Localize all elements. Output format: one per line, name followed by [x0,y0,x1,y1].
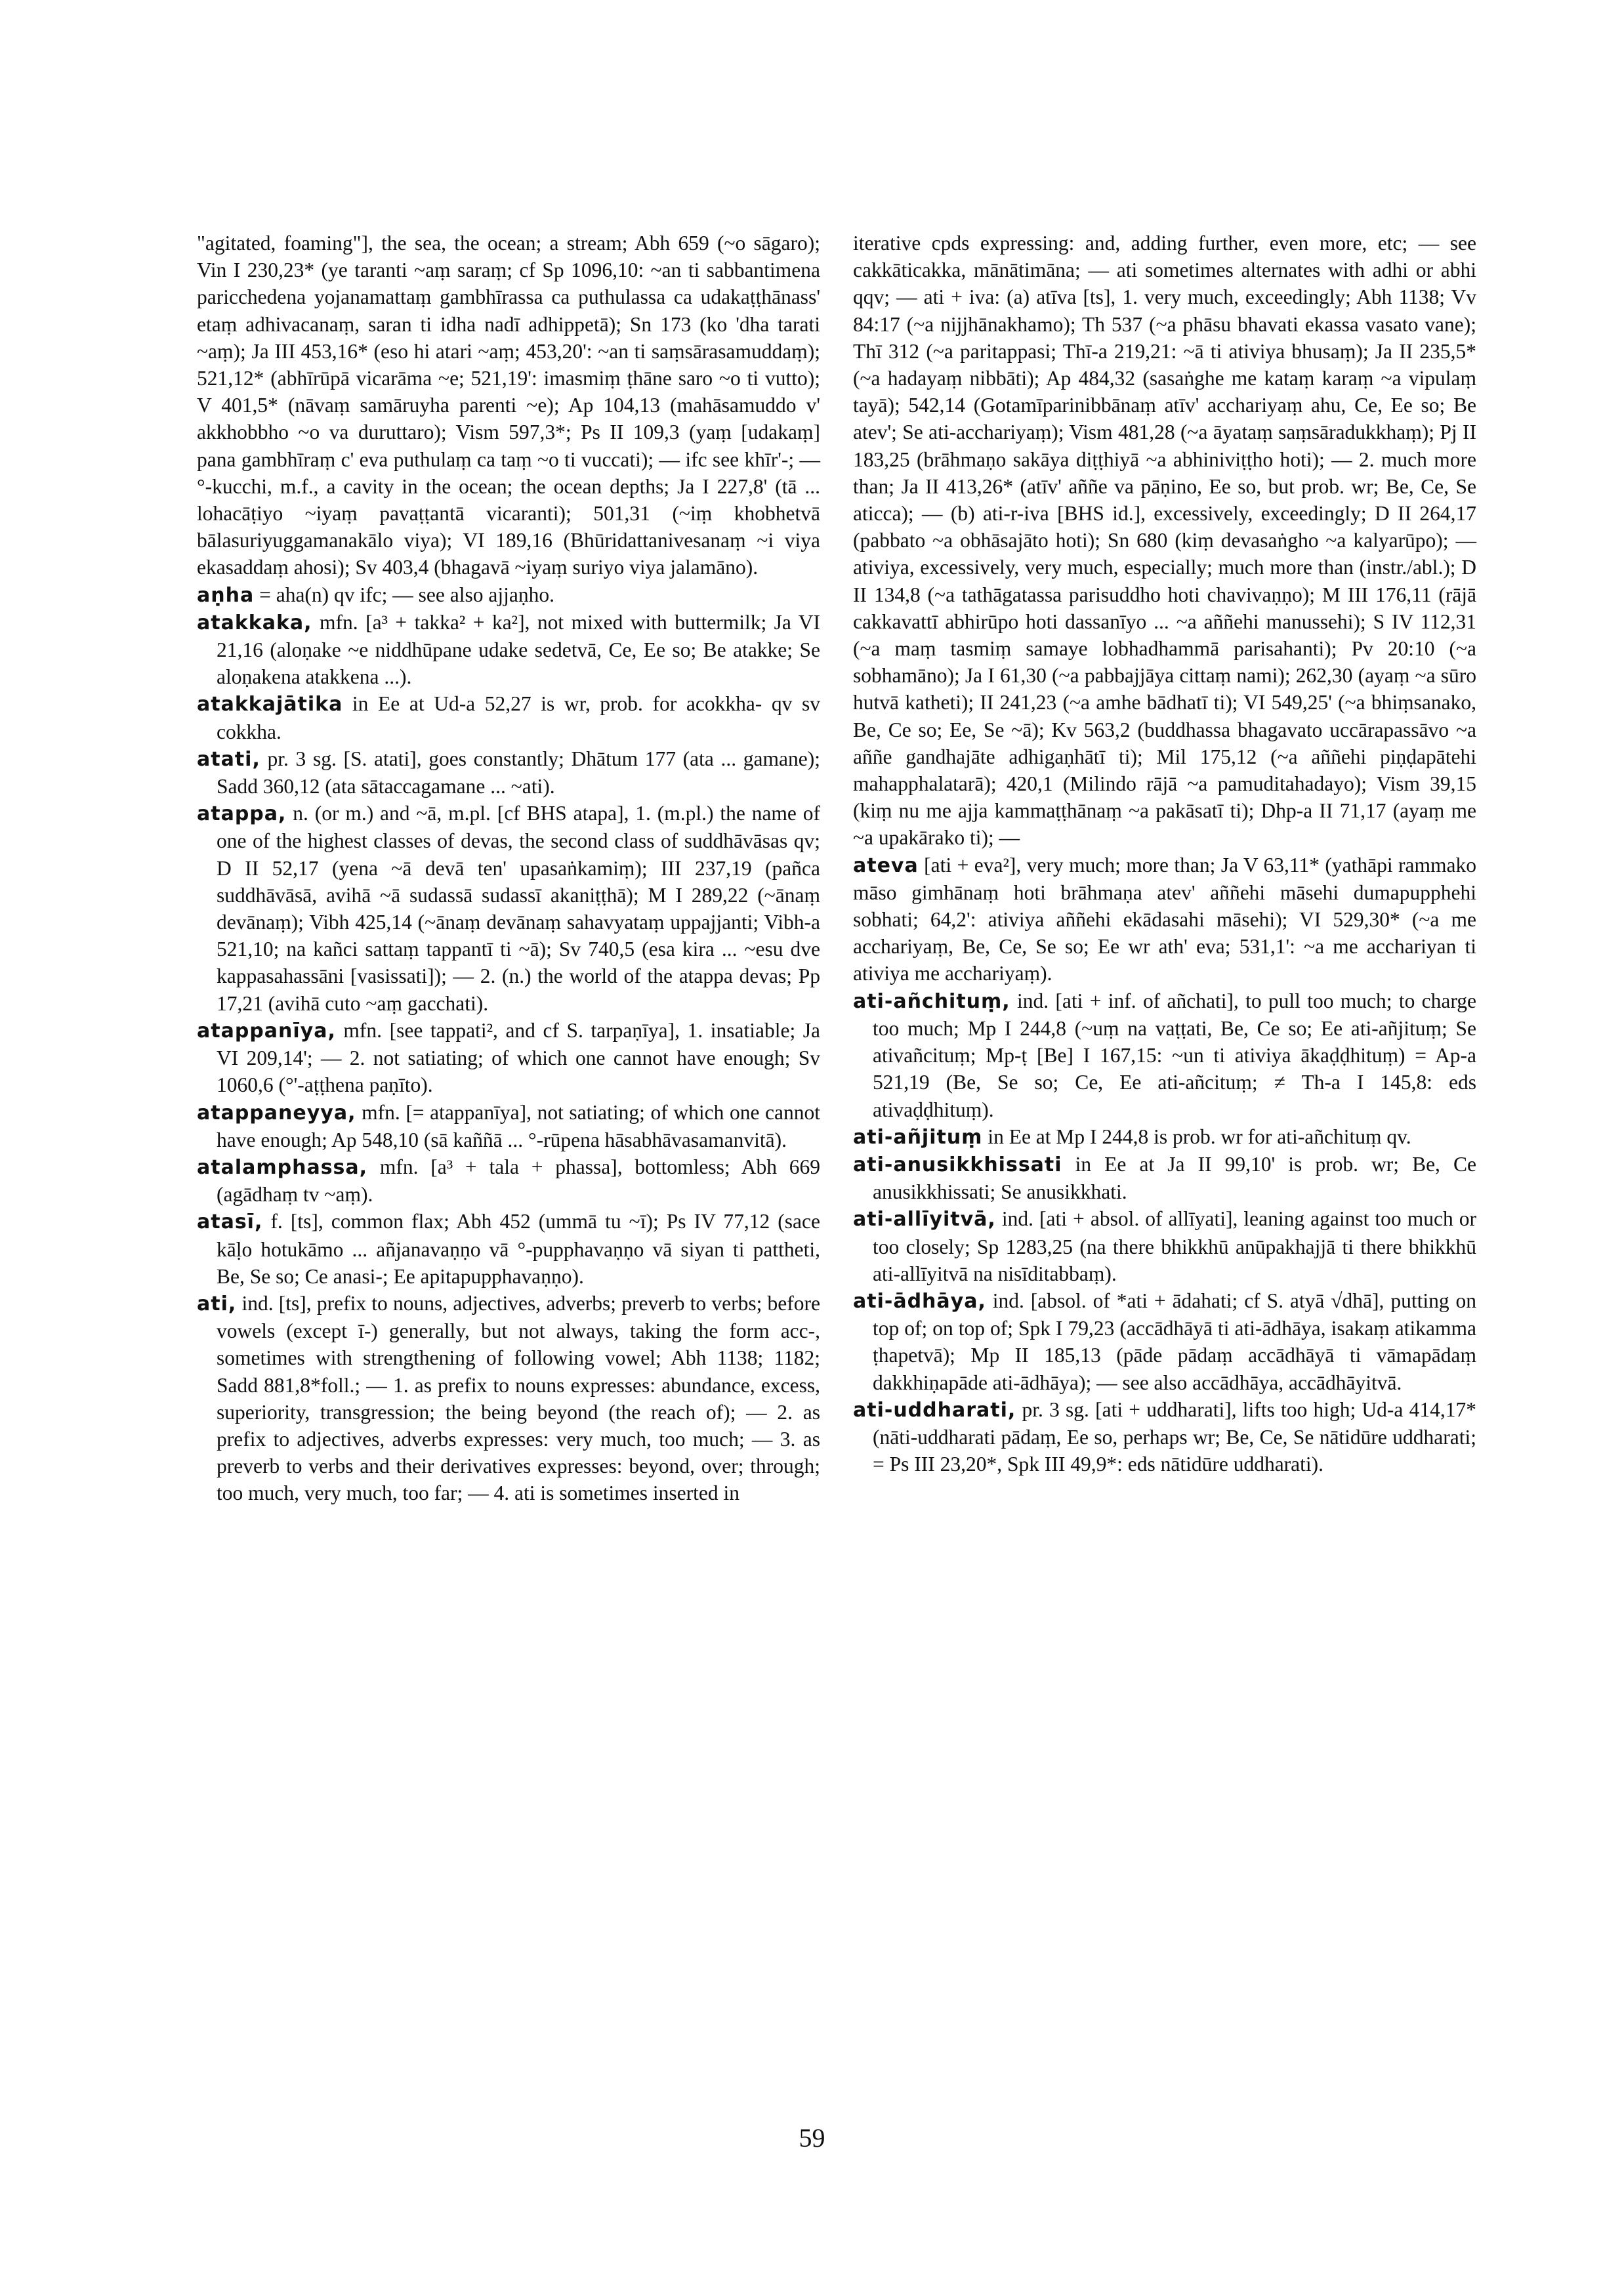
dictionary-entry [853,1123,1476,1151]
dictionary-entry [197,581,820,609]
headword: ati-uddharati, [853,1398,1016,1422]
dictionary-entry [197,800,820,1017]
headword: ati-anusikkhissati [853,1153,1062,1176]
dictionary-entry [197,1153,820,1208]
headword: atalamphassa, [197,1155,368,1179]
headword: ateva [853,854,919,877]
dictionary-entry [853,1396,1476,1478]
entry-text: = aha(n) qv ifc; — see also ajjaṇho. [254,583,554,606]
entry-text: ind. [ati + absol. of allīyati], leaning against too much or too closely; Sp 1283,25 (na there bhikkhū anūpakhajjā ti there bhikkhū ati-allīyitvā na nisīditabbaṃ). [873,1207,1476,1285]
entry-text: in Ee at Ja II 99,10' is prob. wr; Be, Ce anusikkhissati; Se anusikkhati. [873,1152,1476,1204]
page-number: 59 [799,2123,825,2153]
headword: atappaneyya, [197,1101,356,1125]
entry-text: in Ee at Ud-a 52,27 is wr, prob. for acokkha- qv sv cokkha. [217,692,820,743]
entry-continuation [853,230,1476,852]
headword: aṇha [197,583,255,607]
dictionary-entry [197,745,820,800]
headword: ati-añchituṃ, [853,989,1010,1013]
entry-text: ind. [absol. of *ati + ādahati; cf S. atyā √dhā], putting on top of; on top of; Spk I 79,23 (accādhāyā ti ati-ādhāya, isakaṃ atikamma ṭhapetvā); Mp II 185,13 (pāde pādaṃ accādhāyā ti vāmapādaṃ dakkhiṇapāde ati-ādhāya); — see also accādhāya, accādhāyitvā. [873,1289,1476,1394]
entry-text: pr. 3 sg. [ati + uddharati], lifts too high; Ud-a 414,17* (nāti-uddharati pādaṃ, Ee so, perhaps wr; Be, Ce, Se nātidūre uddharati; = Ps III 23,20*, Spk III 49,9*: eds nātidūre uddharati). [873,1397,1476,1476]
entry-text: in Ee at Mp I 244,8 is prob. wr for ati-añchituṃ qv. [982,1125,1411,1148]
dictionary-entry [197,1208,820,1290]
left-column [197,230,820,1507]
entry-text: f. [ts], common flax; Abh 452 (ummā tu ~ī); Ps IV 77,12 (sace kāḷo hotukāmo ... añjanavaṇṇo vā °-pupphavaṇṇo vā siyan ti pattheti, Be, Se so; Ce anasi-; Ee apitapupphavaṇṇo). [217,1210,820,1288]
headword: atasī, [197,1210,263,1234]
entry-text: ind. [ati + inf. of añchati], to pull too much; to charge too much; Mp I 244,8 (~uṃ na vaṭṭati, Be, Ce so; Ee ati-añjituṃ; Se ativañcituṃ; Mp-ṭ [Be] I 167,15: ~un ti ativiya ākaḍḍhituṃ) = Ap-a 521,19 (Be, Se so; Ce, Ee ati-añcituṃ; ≠ Th-a I 145,8: eds ativaḍḍhituṃ). [873,989,1476,1121]
headword: atakkajātika [197,693,343,716]
dictionary-entry [197,1017,820,1099]
entry-continuation [197,230,820,581]
dictionary-entry [197,1290,820,1507]
headword: atappa, [197,802,287,826]
entry-text: mfn. [= atappanīya], not satiating; of which one cannot have enough; Ap 548,10 (sā kaññā ... °-rūpena hāsabhāvasamanvitā). [217,1100,820,1151]
entry-text: pr. 3 sg. [S. atati], goes constantly; Dhātum 177 (ata ... gamane); Sadd 360,12 (ata sātaccagamane ... ~ati). [217,747,820,798]
entry-text: ind. [ts], prefix to nouns, adjectives, adverbs; preverb to verbs; before vowels (except ī-) generally, but not always, taking the form acc-, sometimes with strengthening of following vowel; Abh 1138; 1182; Sadd 881,8*foll.; — 1. as prefix to nouns expresses: abundance, excess, superiority, transgression; the being beyond (the reach of); — 2. as prefix to adjectives, adverbs expresses: very much, too much; — 3. as preverb to verbs and their derivatives expresses: beyond, over; through; too much, very much, too far; — 4. ati is sometimes inserted in [217,1291,820,1505]
entry-text: mfn. [see tappati², and cf S. tarpaṇīya], 1. insatiable; Ja VI 209,14'; — 2. not satiating; of which one cannot have enough; Sv 1060,6 (°'-aṭṭhena paṇīto). [217,1018,820,1097]
entry-continuation [853,852,1476,987]
dictionary-entry [197,1099,820,1153]
entry-text: mfn. [a³ + takka² + ka²], not mixed with buttermilk; Ja VI 21,16 (aloṇake ~e niddhūpane udake sedetvā, Ce, Ee so; Be atakke; Se aloṇakena atakkena ...). [217,610,820,689]
headword: ati-allīyitvā, [853,1208,996,1231]
right-column [853,230,1476,1478]
headword: atakkaka, [197,611,312,634]
dictionary-entry [197,690,820,745]
headword: atati, [197,747,260,771]
dictionary-entry [853,1287,1476,1396]
dictionary-entry [853,1205,1476,1287]
headword: ati-ādhāya, [853,1289,986,1313]
entry-text: iterative cpds expressing: and, adding further, even more, etc; — see cakkāticakka, mānātimāna; — ati sometimes alternates with adhi or abhi qqv; — ati + iva: (a) atīva [ts], 1. very much, exceedingly; Abh 1138; Vv 84:17 (~a nijjhānakhamo); Th 537 (~a phāsu bhavati ekassa vasato vane); Thī 312 (~a paritappasi; Thī-a 219,21: ~ā ti ativiya bhusaṃ); Ja II 235,5* (~a hadayaṃ nibbāti); Ap 484,32 (sasaṅghe me kataṃ karaṃ ~a vipulaṃ tayā); 542,14 (Gotamīparinibbānaṃ atīv' acchariyaṃ ahu, Ce, Ee so; Be atev'; Se ati-acchariyaṃ); Vism 481,28 (~a āyataṃ saṃsāradukkhaṃ); Pj II 183,25 (brāhmaṇo sakāya diṭṭhiyā ~a abhiniviṭṭho hoti); — 2. much more than; Ja II 413,26* (atīv' aññe va pāṇino, Ee so, but prob. wr; Be, Ce, Se aticca); — (b) ati-r-iva [BHS id.], excessively, exceedingly; D II 264,17 (pabbato ~a obhāsajāto hoti); Sn 680 (kiṃ devasaṅgho ~a kalyarūpo); — ativiya, excessively, very much, especially; much more than (instr./abl.); D II 134,8 (~a tathāgatassa parisuddho hoti chavivaṇṇo); M III 176,11 (rājā cakkavattī abhirūpo hoti dassanīyo ... ~a aññehi manussehi); S IV 112,31 (~a maṃ tasmiṃ samaye lobhadhammā parisahanti); Pv 20:10 (~a sobhamāno); Ja I 61,30 (~a pabbajjāya cittaṃ nami); 262,30 (ayaṃ ~a sūro hutvā katheti); II 241,23 (~a amhe bādhatī ti); VI 549,25' (~a bhiṃsanako, Be, Ce so; Ee, Se ~ā); Kv 563,2 (buddhassa bhagavato uccārapassāvo ~a aññe gandhajāte adhigaṇhātī ti); Mil 175,12 (~a aññehi piṇḍapātehi mahapphalatarā); 420,1 (Milindo rājā ~a pamuditahadayo); Vism 39,15 (kiṃ nu me ajja kammaṭṭhānaṃ ~a pakāsatī ti); Dhp-a II 71,17 (ayaṃ me ~a upakārako ti); — [853,232,1476,850]
entry-text: "agitated, foaming"], the sea, the ocean; a stream; Abh 659 (~o sāgaro); Vin I 230,23* (ye taranti ~aṃ saraṃ; cf Sp 1096,10: ~an ti sabbantimena paricchedena yojanamattaṃ gambhīrassa ca puthulassa ca udakaṭṭhānass' etaṃ adhivacanaṃ, saran ti idha nadī adhippetā); Sn 173 (ko 'dha tarati ~aṃ); Ja III 453,16* (eso hi atari ~aṃ; 453,20': ~an ti saṃsārasamuddaṃ); 521,12* (abhīrūpā vicarāma ~e; 521,19': imasmiṃ ṭhāne saro ~o ti vutto); V 401,5* (nāvaṃ samāruyha parenti ~e); Ap 104,13 (mahāsamuddo v' akkhobbho ~o va duruttaro); Vism 597,3*; Ps II 109,3 (yaṃ [udakaṃ] pana gambhīraṃ c' eva puthulaṃ ca taṃ ~o ti vuccati); — ifc see khīr'-; — °-kucchi, m.f., a cavity in the ocean; the ocean depths; Ja I 227,8' (tā ... lohacāṭiyo ~iyaṃ pavaṭṭantā vicaranti); 501,31 (~iṃ khobhetvā bālasuriyuggamanakālo viya); VI 189,16 (Bhūridattanivesanaṃ ~i viya ekasaddaṃ ahosi); Sv 403,4 (bhagavā ~iyaṃ suriyo viya jalamāno). [197,232,820,579]
dictionary-entry [197,609,820,691]
entry-text: n. (or m.) and ~ā, m.pl. [cf BHS atapa], 1. (m.pl.) the name of one of the highest classes of devas, the second class of suddhāvāsas qv; D II 52,17 (yena ~ā devā ten' upasaṅkamiṃ); III 237,19 (pañca suddhāvāsā, avihā ~ā sudassā sudassī akaniṭṭhā); M I 289,22 (~ānaṃ devānaṃ); Vibh 425,14 (~ānaṃ devānaṃ sahavyataṃ uppajjanti; Vibh-a 521,10; na kañci sattaṃ tappantī ti ~ā); Sv 740,5 (esa kira ... ~esu dve kappasahassāni [vasissati]); — 2. (n.) the world of the atappa devas; Pp 17,21 (avihā cuto ~aṃ gacchati). [217,802,820,1015]
headword: ati, [197,1292,237,1315]
dictionary-entry [853,1151,1476,1205]
entry-text: [ati + eva²], very much; more than; Ja V 63,11* (yathāpi rammako māso gimhānaṃ hoti brāhmaṇa atev' aññehi māsehi dumapupphehi sobhati; 64,2': ativiya aññehi ekādasahi māsehi); VI 529,30* (~a me acchariyaṃ, Be, Ce, Se so; Ee wr ath' eva; 531,1': ~a me acchariyan ti ativiya me acchariyaṃ). [853,853,1476,985]
headword: atappanīya, [197,1019,336,1043]
headword: ati-añjituṃ [853,1125,983,1149]
entry-text: mfn. [a³ + tala + phassa], bottomless; Abh 669 (agādhaṃ tv ~aṃ). [217,1155,820,1207]
dictionary-entry [853,987,1476,1123]
